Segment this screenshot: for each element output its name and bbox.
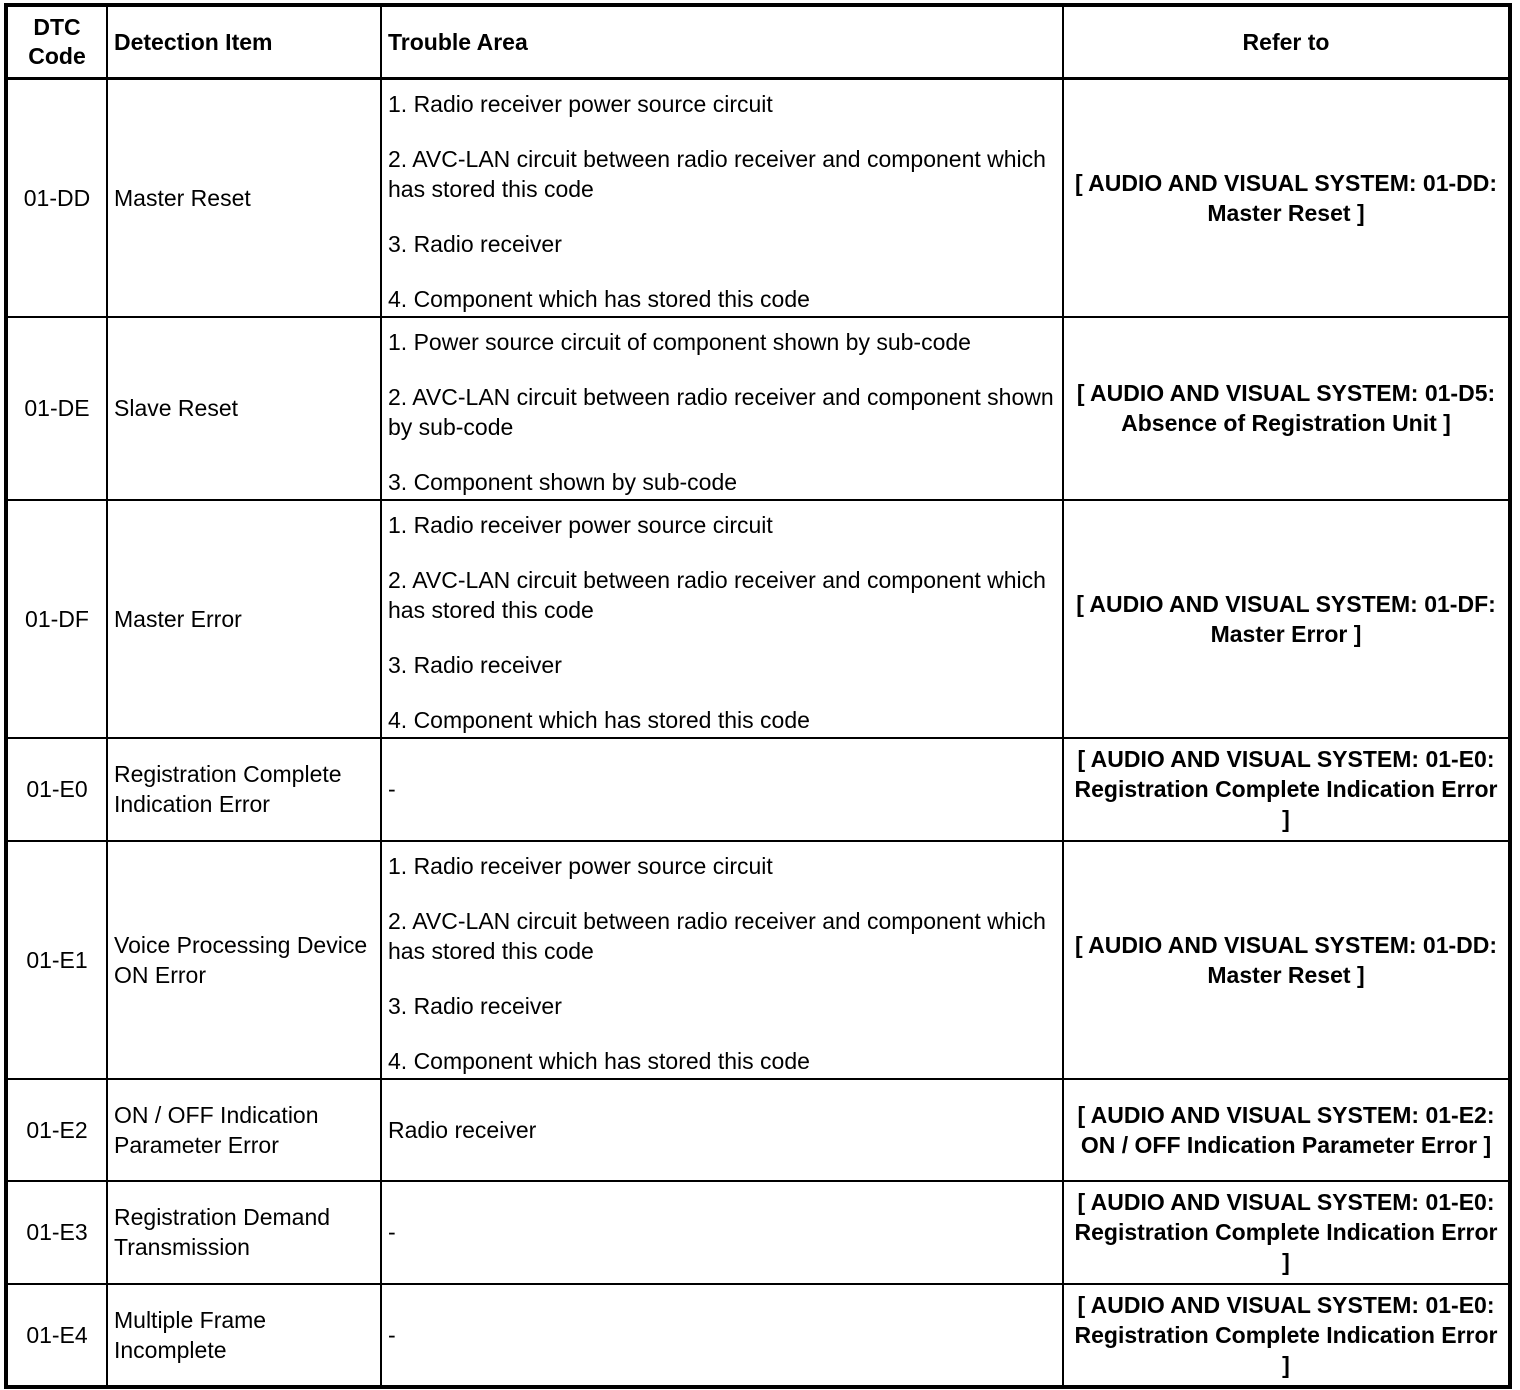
header-refer-to: Refer to [1063, 6, 1509, 78]
table-row [7, 1284, 1509, 1386]
refer-to-cell: [ AUDIO AND VISUAL SYSTEM: 01-DD: Master Reset ] [1063, 841, 1509, 1079]
detection-item-cell: Voice Processing Device ON Error [107, 841, 381, 1079]
trouble-area-line: 1. Radio receiver power source circuit [388, 511, 773, 538]
trouble-area-line: 2. AVC-LAN circuit between radio receiver and component which has stored this code [388, 566, 1046, 623]
trouble-area-cell [381, 1284, 1063, 1386]
header-detection-item: Detection Item [107, 6, 381, 78]
refer-to-cell: [ AUDIO AND VISUAL SYSTEM: 01-E0: Registration Complete Indication Error ] [1063, 1284, 1509, 1386]
trouble-area-line: 3. Component shown by sub-code [388, 468, 738, 495]
dtc-code-cell: 01-E1 [7, 841, 107, 1079]
header-trouble-area: Trouble Area [381, 6, 1063, 78]
refer-to-cell: [ AUDIO AND VISUAL SYSTEM: 01-D5: Absence of Registration Unit ] [1063, 317, 1509, 500]
table-row [7, 738, 1509, 841]
trouble-area-line: 1. Power source circuit of component shown by sub-code [388, 328, 971, 355]
table-header-row [7, 6, 1509, 78]
trouble-area-line: 2. AVC-LAN circuit between radio receiver and component which has stored this code [388, 145, 1046, 202]
trouble-area-line: 2. AVC-LAN circuit between radio receiver and component shown by sub-code [388, 383, 1054, 440]
trouble-area-line: Radio receiver [388, 1116, 537, 1143]
trouble-area-cell [381, 78, 1063, 317]
trouble-area-cell [381, 317, 1063, 500]
header-dtc-code: DTC Code [7, 6, 107, 78]
trouble-area-cell [381, 500, 1063, 738]
trouble-area-line: 1. Radio receiver power source circuit [388, 90, 773, 117]
detection-item-cell: ON / OFF Indication Parameter Error [107, 1079, 381, 1181]
table-row [7, 1079, 1509, 1181]
dtc-code-cell: 01-DD [7, 78, 107, 317]
refer-to-cell: [ AUDIO AND VISUAL SYSTEM: 01-DF: Master Error ] [1063, 500, 1509, 738]
table-row [7, 78, 1509, 317]
trouble-area-line: 4. Component which has stored this code [388, 706, 810, 733]
trouble-area-cell [381, 841, 1063, 1079]
detection-item-cell: Registration Complete Indication Error [107, 738, 381, 841]
trouble-area-line: - [388, 776, 396, 802]
trouble-area-line: 4. Component which has stored this code [388, 285, 810, 312]
dtc-code-cell: 01-DF [7, 500, 107, 738]
trouble-area-cell [381, 1079, 1063, 1181]
dtc-code-cell: 01-E0 [7, 738, 107, 841]
detection-item-cell: Multiple Frame Incomplete [107, 1284, 381, 1386]
refer-to-cell: [ AUDIO AND VISUAL SYSTEM: 01-E2: ON / OFF Indication Parameter Error ] [1063, 1079, 1509, 1181]
trouble-area-cell [381, 738, 1063, 841]
detection-item-cell: Master Reset [107, 78, 381, 317]
trouble-area-line: - [388, 1321, 396, 1348]
dtc-code-cell: 01-E3 [7, 1181, 107, 1284]
detection-item-cell: Slave Reset [107, 317, 381, 500]
trouble-area-cell [381, 1181, 1063, 1284]
trouble-area-line: 3. Radio receiver [388, 651, 562, 678]
dtc-table [6, 5, 1510, 1387]
table-row [7, 500, 1509, 738]
trouble-area-line: 4. Component which has stored this code [388, 1047, 810, 1074]
refer-to-cell: [ AUDIO AND VISUAL SYSTEM: 01-E0: Registration Complete Indication Error ] [1063, 1181, 1509, 1284]
trouble-area-line: 3. Radio receiver [388, 992, 562, 1019]
detection-item-cell: Registration Demand Transmission [107, 1181, 381, 1284]
detection-item-cell: Master Error [107, 500, 381, 738]
trouble-area-line: - [388, 1219, 396, 1245]
table-body [7, 78, 1509, 1386]
trouble-area-line: 3. Radio receiver [388, 230, 562, 257]
dtc-code-cell: 01-DE [7, 317, 107, 500]
refer-to-cell: [ AUDIO AND VISUAL SYSTEM: 01-E0: Registration Complete Indication Error ] [1063, 738, 1509, 841]
dtc-code-cell: 01-E2 [7, 1079, 107, 1181]
trouble-area-line: 2. AVC-LAN circuit between radio receiver and component which has stored this code [388, 907, 1046, 964]
refer-to-cell: [ AUDIO AND VISUAL SYSTEM: 01-DD: Master Reset ] [1063, 78, 1509, 317]
table-row [7, 1181, 1509, 1284]
trouble-area-line: 1. Radio receiver power source circuit [388, 852, 773, 879]
table-row [7, 317, 1509, 500]
dtc-code-cell: 01-E4 [7, 1284, 107, 1386]
table-row [7, 841, 1509, 1079]
